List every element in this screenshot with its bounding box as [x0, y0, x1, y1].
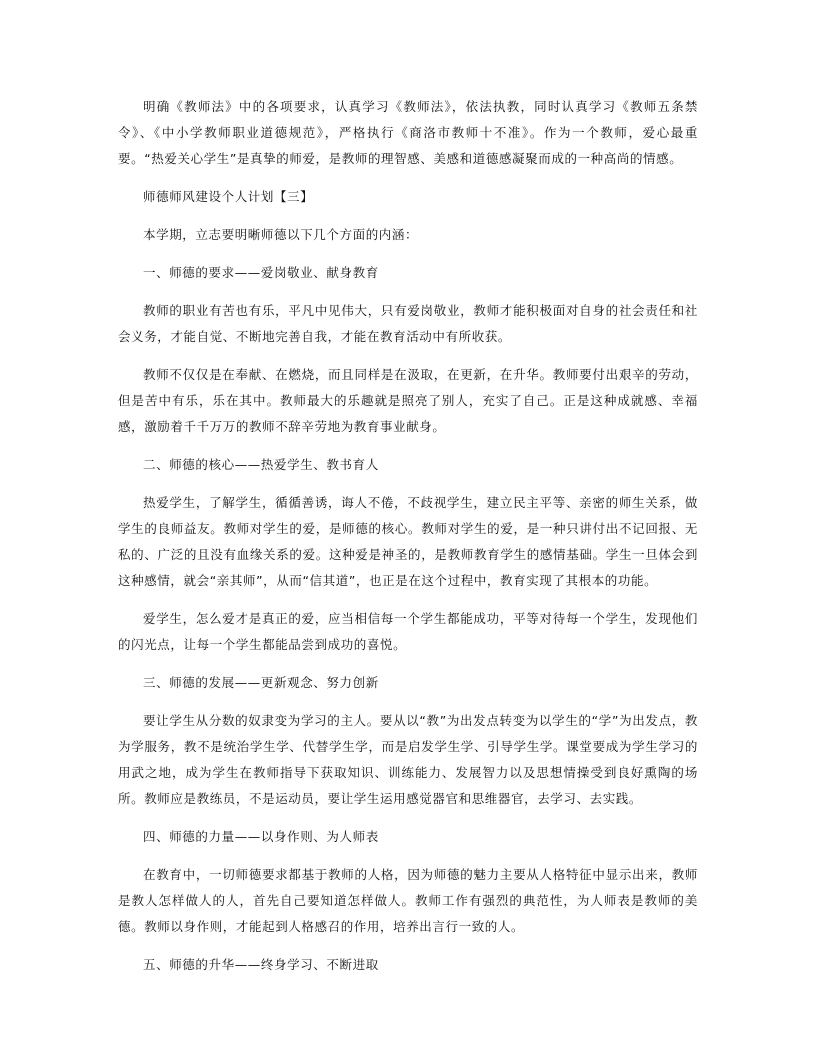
heading-sublimation: 五、师德的升华——终身学习、不断进取 — [143, 957, 379, 972]
heading-core: 二、师德的核心——热爱学生、教书育人 — [143, 457, 379, 472]
paragraph-innovation: 要让学生从分数的奴隶变为学习的主人。要从以“教”为出发点转变为以学生的“学”为出发点，教为学服务，教不是统治学生学、代替学生学，而是启发学生学、引导学生学。课堂要成为学生学习的用武之地，成为学生在教师指导下获取知识、训练能力、发展智力以及思想情操受到良好熏陶的场所。教师应是教练员，不是运动员，要让学生运用感觉器官和思维器官，去学习、去实践。 — [118, 713, 698, 806]
paragraph-career: 教师的职业有苦也有乐，平凡中见伟大，只有爱岗敬业，教师才能积极面对自身的社会责任和社会义务，才能自觉、不断地完善自我，才能在教育活动中有所收获。 — [118, 303, 698, 344]
intro-line: 本学期，立志要明晰师德以下几个方面的内涵： — [143, 227, 419, 242]
paragraph-dedication: 教师不仅仅是在奉献、在燃烧，而且同样是在汲取，在更新，在升华。教师要付出艰辛的劳动，但是苦中有乐，乐在其中。教师最大的乐趣就是照亮了别人，充实了自己。正是这种成就感、幸福感，激励着千千万万的教师不辞辛劳地为教育事业献身。 — [118, 367, 698, 434]
paragraph-true-love: 爱学生，怎么爱才是真正的爱，应当相信每一个学生都能成功，平等对待每一个学生，发现他们的闪光点，让每一个学生都能品尝到成功的喜悦。 — [118, 611, 698, 652]
heading-development: 三、师德的发展——更新观念、努力创新 — [143, 675, 379, 690]
section-title-plan-3: 师德师风建设个人计划【三】 — [143, 189, 314, 204]
paragraph-teacher-law: 明确《教师法》中的各项要求，认真学习《教师法》，依法执教，同时认真学习《教师五条禁令》、《中小学教师职业道德规范》，严格执行《商洛市教师十不准》。作为一个教师，爱心最重要。“热爱关心学生”是真挚的师爱，是教师的理智感、美感和道德感凝聚而成的一种高尚的情感。 — [118, 99, 698, 166]
heading-requirement: 一、师德的要求——爱岗敬业、献身教育 — [143, 265, 379, 280]
document-page — [118, 94, 698, 990]
paragraph-role-model: 在教育中，一切师德要求都基于教师的人格，因为师德的魅力主要从人格特征中显示出来，教师是教人怎样做人的人，首先自己要知道怎样做人。教师工作有强烈的典范性，为人师表是教师的美德。教师以身作则，才能起到人格感召的作用，培养出言行一致的人。 — [118, 867, 698, 934]
paragraph-love-students: 热爱学生，了解学生，循循善诱，诲人不倦，不歧视学生，建立民主平等、亲密的师生关系，做学生的良师益友。教师对学生的爱，是师德的核心。教师对学生的爱，是一种只讲付出不记回报、无私的、广泛的且没有血缘关系的爱。这种爱是神圣的，是教师教育学生的感情基础。学生一旦体会到这种感情，就会“亲其师”，从而“信其道”，也正是在这个过程中，教育实现了其根本的功能。 — [118, 495, 698, 588]
heading-power: 四、师德的力量——以身作则、为人师表 — [143, 829, 379, 844]
